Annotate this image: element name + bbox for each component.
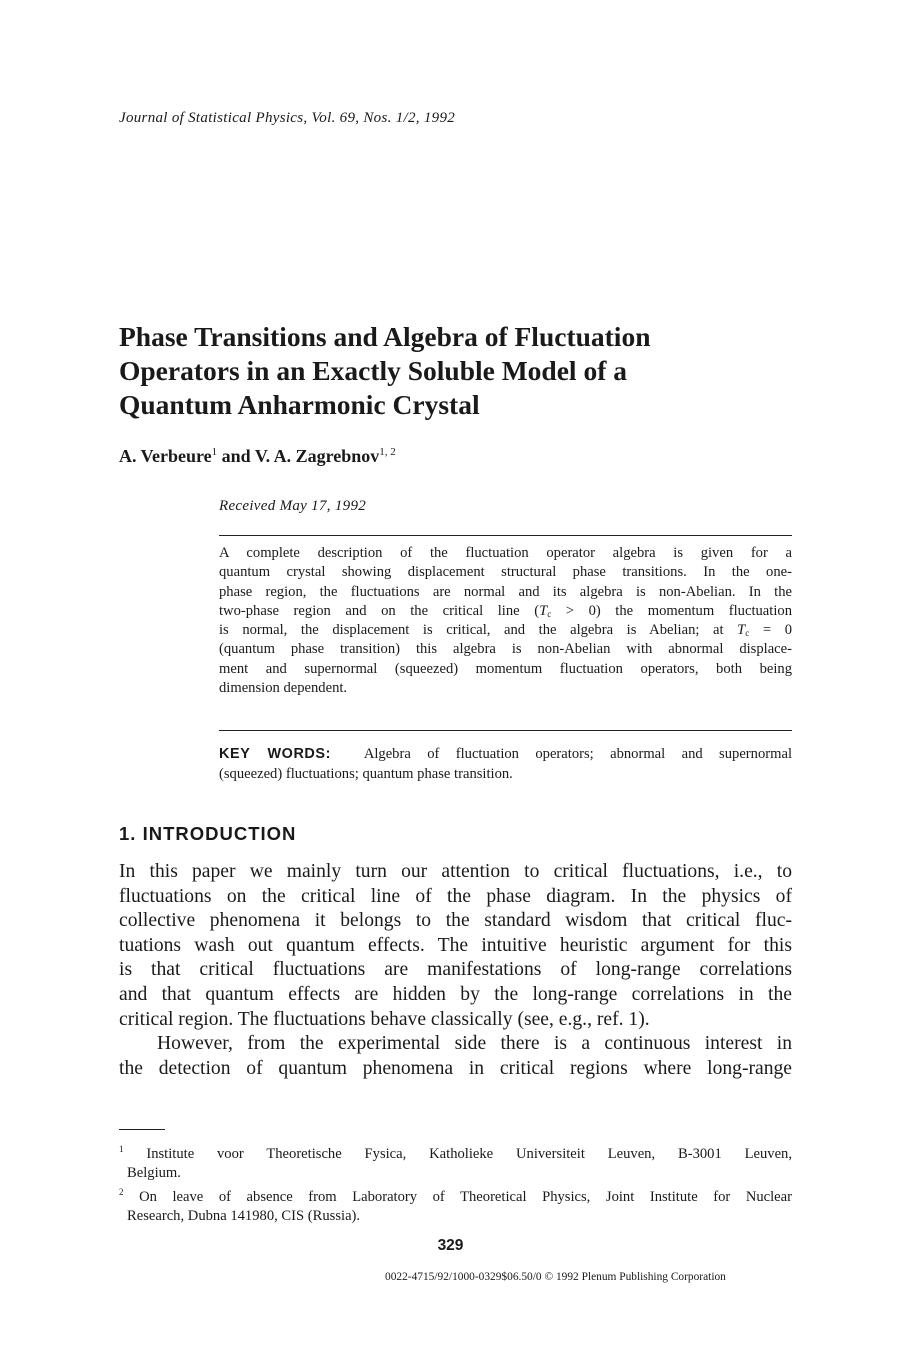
title-line: Quantum Anharmonic Crystal — [119, 389, 480, 420]
received-date: Received May 17, 1992 — [219, 498, 367, 514]
body-line: is that critical fluctuations are manifestations of long-range correlations — [119, 959, 792, 981]
footnote-mark: 2 — [119, 1187, 124, 1198]
footnote-rule — [119, 1129, 165, 1130]
footnote-mark: 1 — [119, 1144, 124, 1154]
keywords-label: KEY WORDS: — [219, 746, 332, 762]
footnote-line: $^2$ On leave of absence from Laboratory of Theoretical Physics, Joint Institute for Nuclear — [119, 1187, 793, 1206]
body-line: fluctuations on the critical line of the phase diagram. In the physics of — [119, 885, 792, 907]
author-line — [119, 446, 396, 467]
author-conjunction: and — [221, 446, 251, 466]
keywords-line: (squeezed) fluctuations; quantum phase transition. — [219, 765, 513, 782]
title-line: Phase Transitions and Algebra of Fluctuation — [119, 321, 651, 352]
abstract — [219, 544, 792, 698]
abstract-line: quantum crystal showing displacement structural phase transitions. In the one- — [219, 564, 792, 581]
abstract-line: dimension dependent. — [219, 680, 348, 697]
body-line: and that quantum effects are hidden by the long-range correlations in the — [119, 983, 792, 1005]
abstract-line: phase region, the fluctuations are normal and its algebra is non-Abelian. In the — [219, 583, 792, 600]
body-line: collective phenomena it belongs to the standard wisdom that critical fluc- — [119, 910, 792, 932]
body-line: the detection of quantum phenomena in critical regions where long-range — [119, 1057, 792, 1079]
footnote-line: Belgium. — [127, 1165, 181, 1182]
footnotes — [119, 1140, 792, 1227]
body-line: critical region. The fluctuations behave classically (see, e.g., ref. 1). — [119, 1008, 650, 1030]
body-line: However, from the experimental side there is a continuous interest in — [157, 1033, 792, 1055]
copyright-line: 0022-4715/92/1000-0329$06.50/0 © 1992 Plenum Publishing Corporation — [385, 1271, 726, 1283]
author-name: A. Verbeure — [119, 446, 212, 466]
affiliation-mark: 1, 2 — [379, 446, 396, 458]
affiliation-mark: 1 — [211, 446, 218, 458]
keywords — [219, 745, 792, 785]
footnote-line: $^1$ Institute voor Theoretische Fysica, Katholieke Universiteit Leuven, B-3001 Leuven, — [119, 1144, 792, 1162]
abstract-line: ment and supernormal (squeezed) momentum fluctuation operators, both being — [219, 660, 792, 677]
abstract-line: is normal, the displacement is critical, and the algebra is Abelian; at $T_c = 0$ — [219, 622, 792, 639]
body-line: tuations wash out quantum effects. The intuitive heuristic argument for this — [119, 934, 792, 956]
abstract-top-rule — [219, 535, 792, 536]
abstract-line: (quantum phase transition) this algebra is non-Abelian with abnormal displace- — [219, 641, 792, 658]
abstract-line: A complete description of the fluctuation operator algebra is given for a — [219, 545, 792, 561]
section-heading: 1. INTRODUCTION — [119, 823, 297, 844]
keywords-line: KEY WORDS: Algebra of fluctuation operators; abnormal and supernormal — [219, 746, 793, 762]
title-line: Operators in an Exactly Soluble Model of a — [119, 355, 627, 386]
page-number: 329 — [437, 1237, 464, 1254]
paper-title — [119, 320, 799, 422]
abstract-line: two-phase region and on the critical line $(T_c > 0)$ the momentum fluctuation — [219, 602, 792, 619]
journal-citation: Journal of Statistical Physics, Vol. 69, Nos. 1/2, 1992 — [119, 110, 456, 126]
abstract-bottom-rule — [219, 730, 792, 731]
author-name: V. A. Zagrebnov — [254, 446, 380, 466]
footnote-line: Research, Dubna 141980, CIS (Russia). — [127, 1208, 361, 1225]
body-text — [119, 860, 792, 1081]
body-line: In this paper we mainly turn our attention to critical fluctuations, i.e., to — [119, 861, 792, 882]
